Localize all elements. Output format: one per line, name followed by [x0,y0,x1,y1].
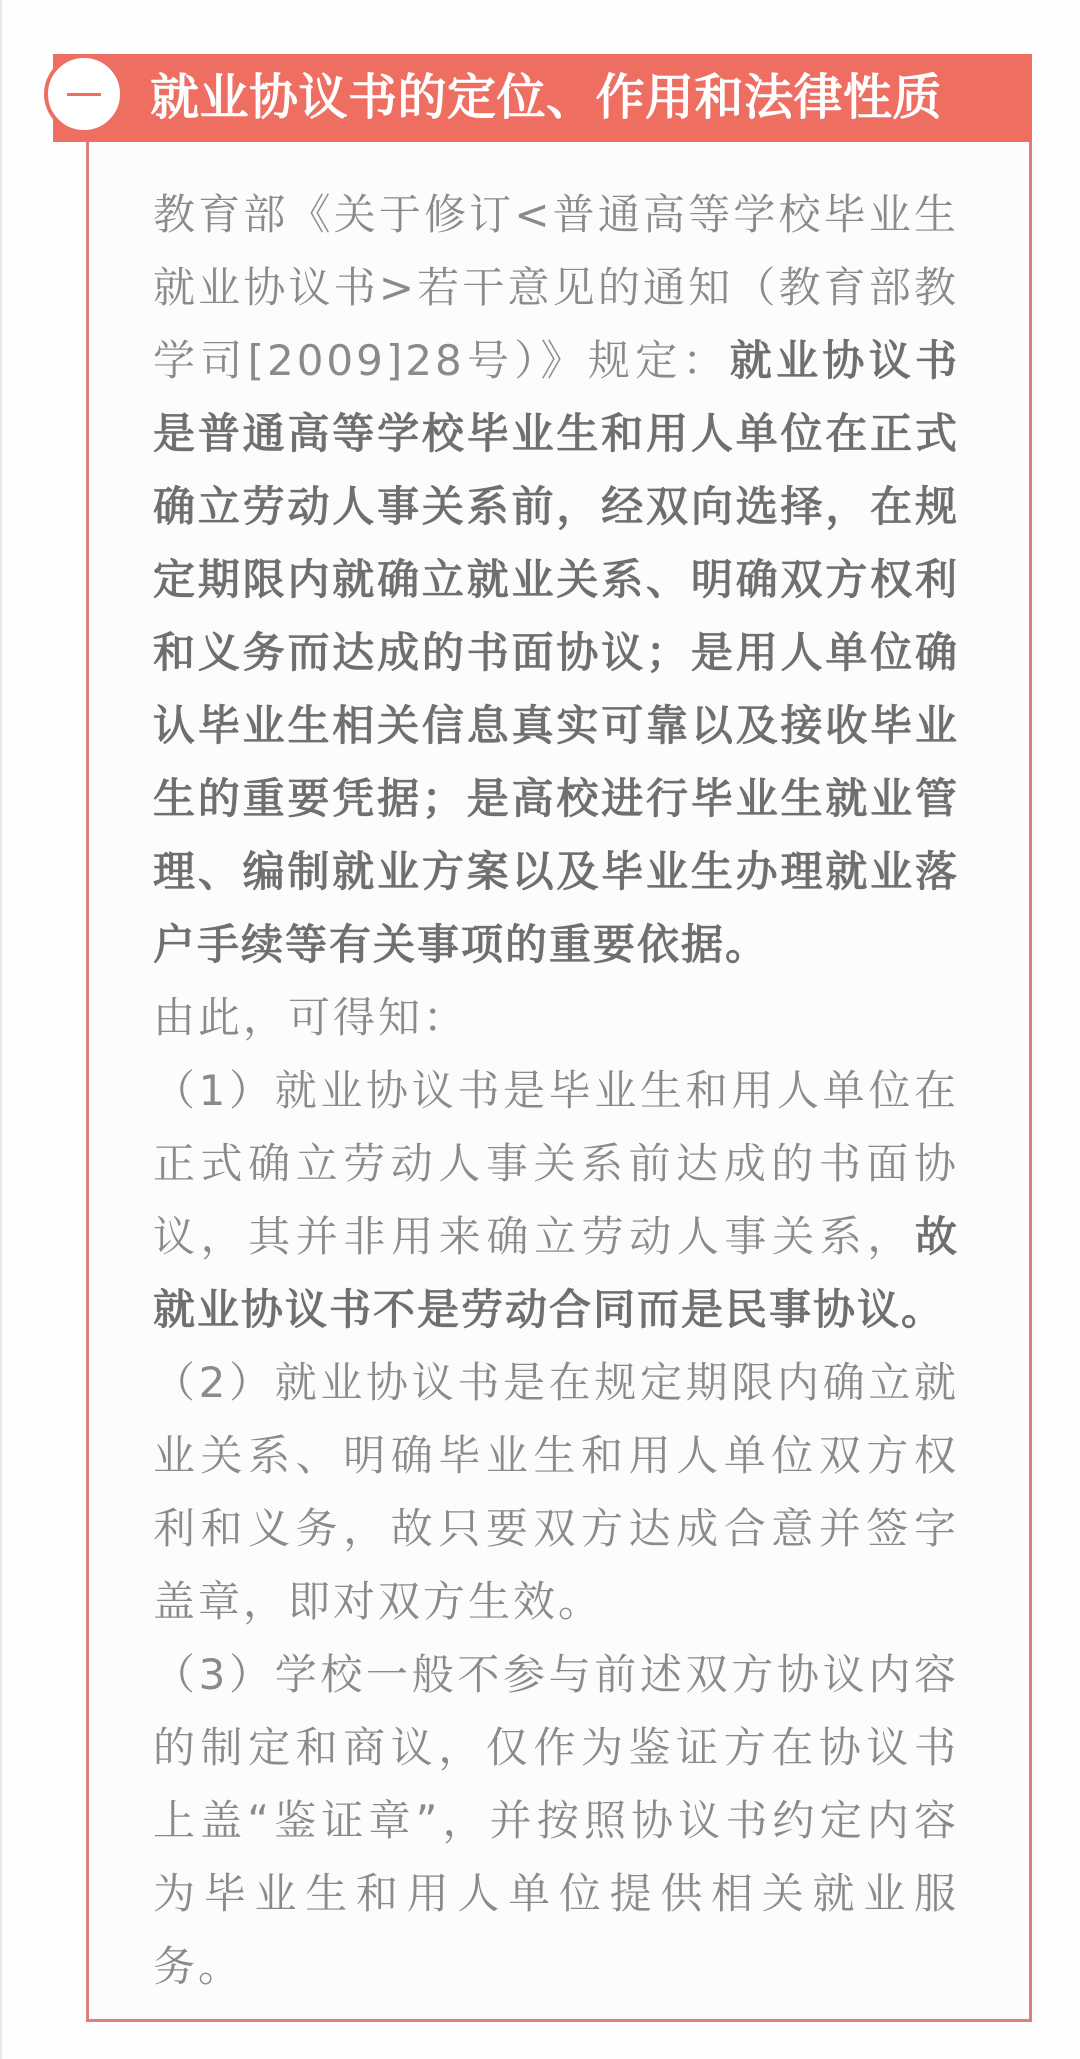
point-2-text: （2）就业协议书是在规定期限内确立就业关系、明确毕业生和用人单位双方权利和义务，故只要双方达成合意并签字盖章，即对双方生效。 [153,1358,959,1626]
point-3-text: （3）学校一般不参与前述双方协议内容的制定和商议，仅作为鉴证方在协议书上盖“鉴证章”，并按照协议书约定内容为毕业生和用人单位提供相关就业服务。 [153,1650,959,1991]
conclusion-label: 由此，可得知： [153,993,469,1042]
intro-plain-text: 教育部《关于修订<普通高等学校毕业生就业协议书>若干意见的通知（教育部教学司[2009]28号）》规定： [153,190,959,385]
point-1-plain-text: （1）就业协议书是毕业生和用人单位在正式确立劳动人事关系前达成的书面协议，其并非用来确立劳动人事关系， [153,1066,959,1261]
article-body [153,178,959,2003]
point-item-1 [153,1054,959,1346]
intro-paragraph [153,178,959,981]
page-edge-line [0,0,2,2059]
point-item-2 [153,1346,959,1638]
point-item-3 [153,1638,959,2003]
section-number-badge [44,54,124,134]
point-1-bold-text: 故就业协议书不是劳动合同而是民事协议。 [153,1212,959,1334]
section-number [67,93,101,96]
intro-bold-text: 就业协议书是普通高等学校毕业生和用人单位在正式确立劳动人事关系前，经双向选择，在规定期限内就确立就业关系、明确双方权利和义务而达成的书面协议；是用人单位确认毕业生相关信息真实可靠以及接收毕业生的重要凭据；是高校进行毕业生就业管理、编制就业方案以及毕业生办理就业落户手续等有关事项的重要依据。 [153,336,959,969]
section-title: 就业协议书的定位、作用和法律性质 [150,69,943,126]
